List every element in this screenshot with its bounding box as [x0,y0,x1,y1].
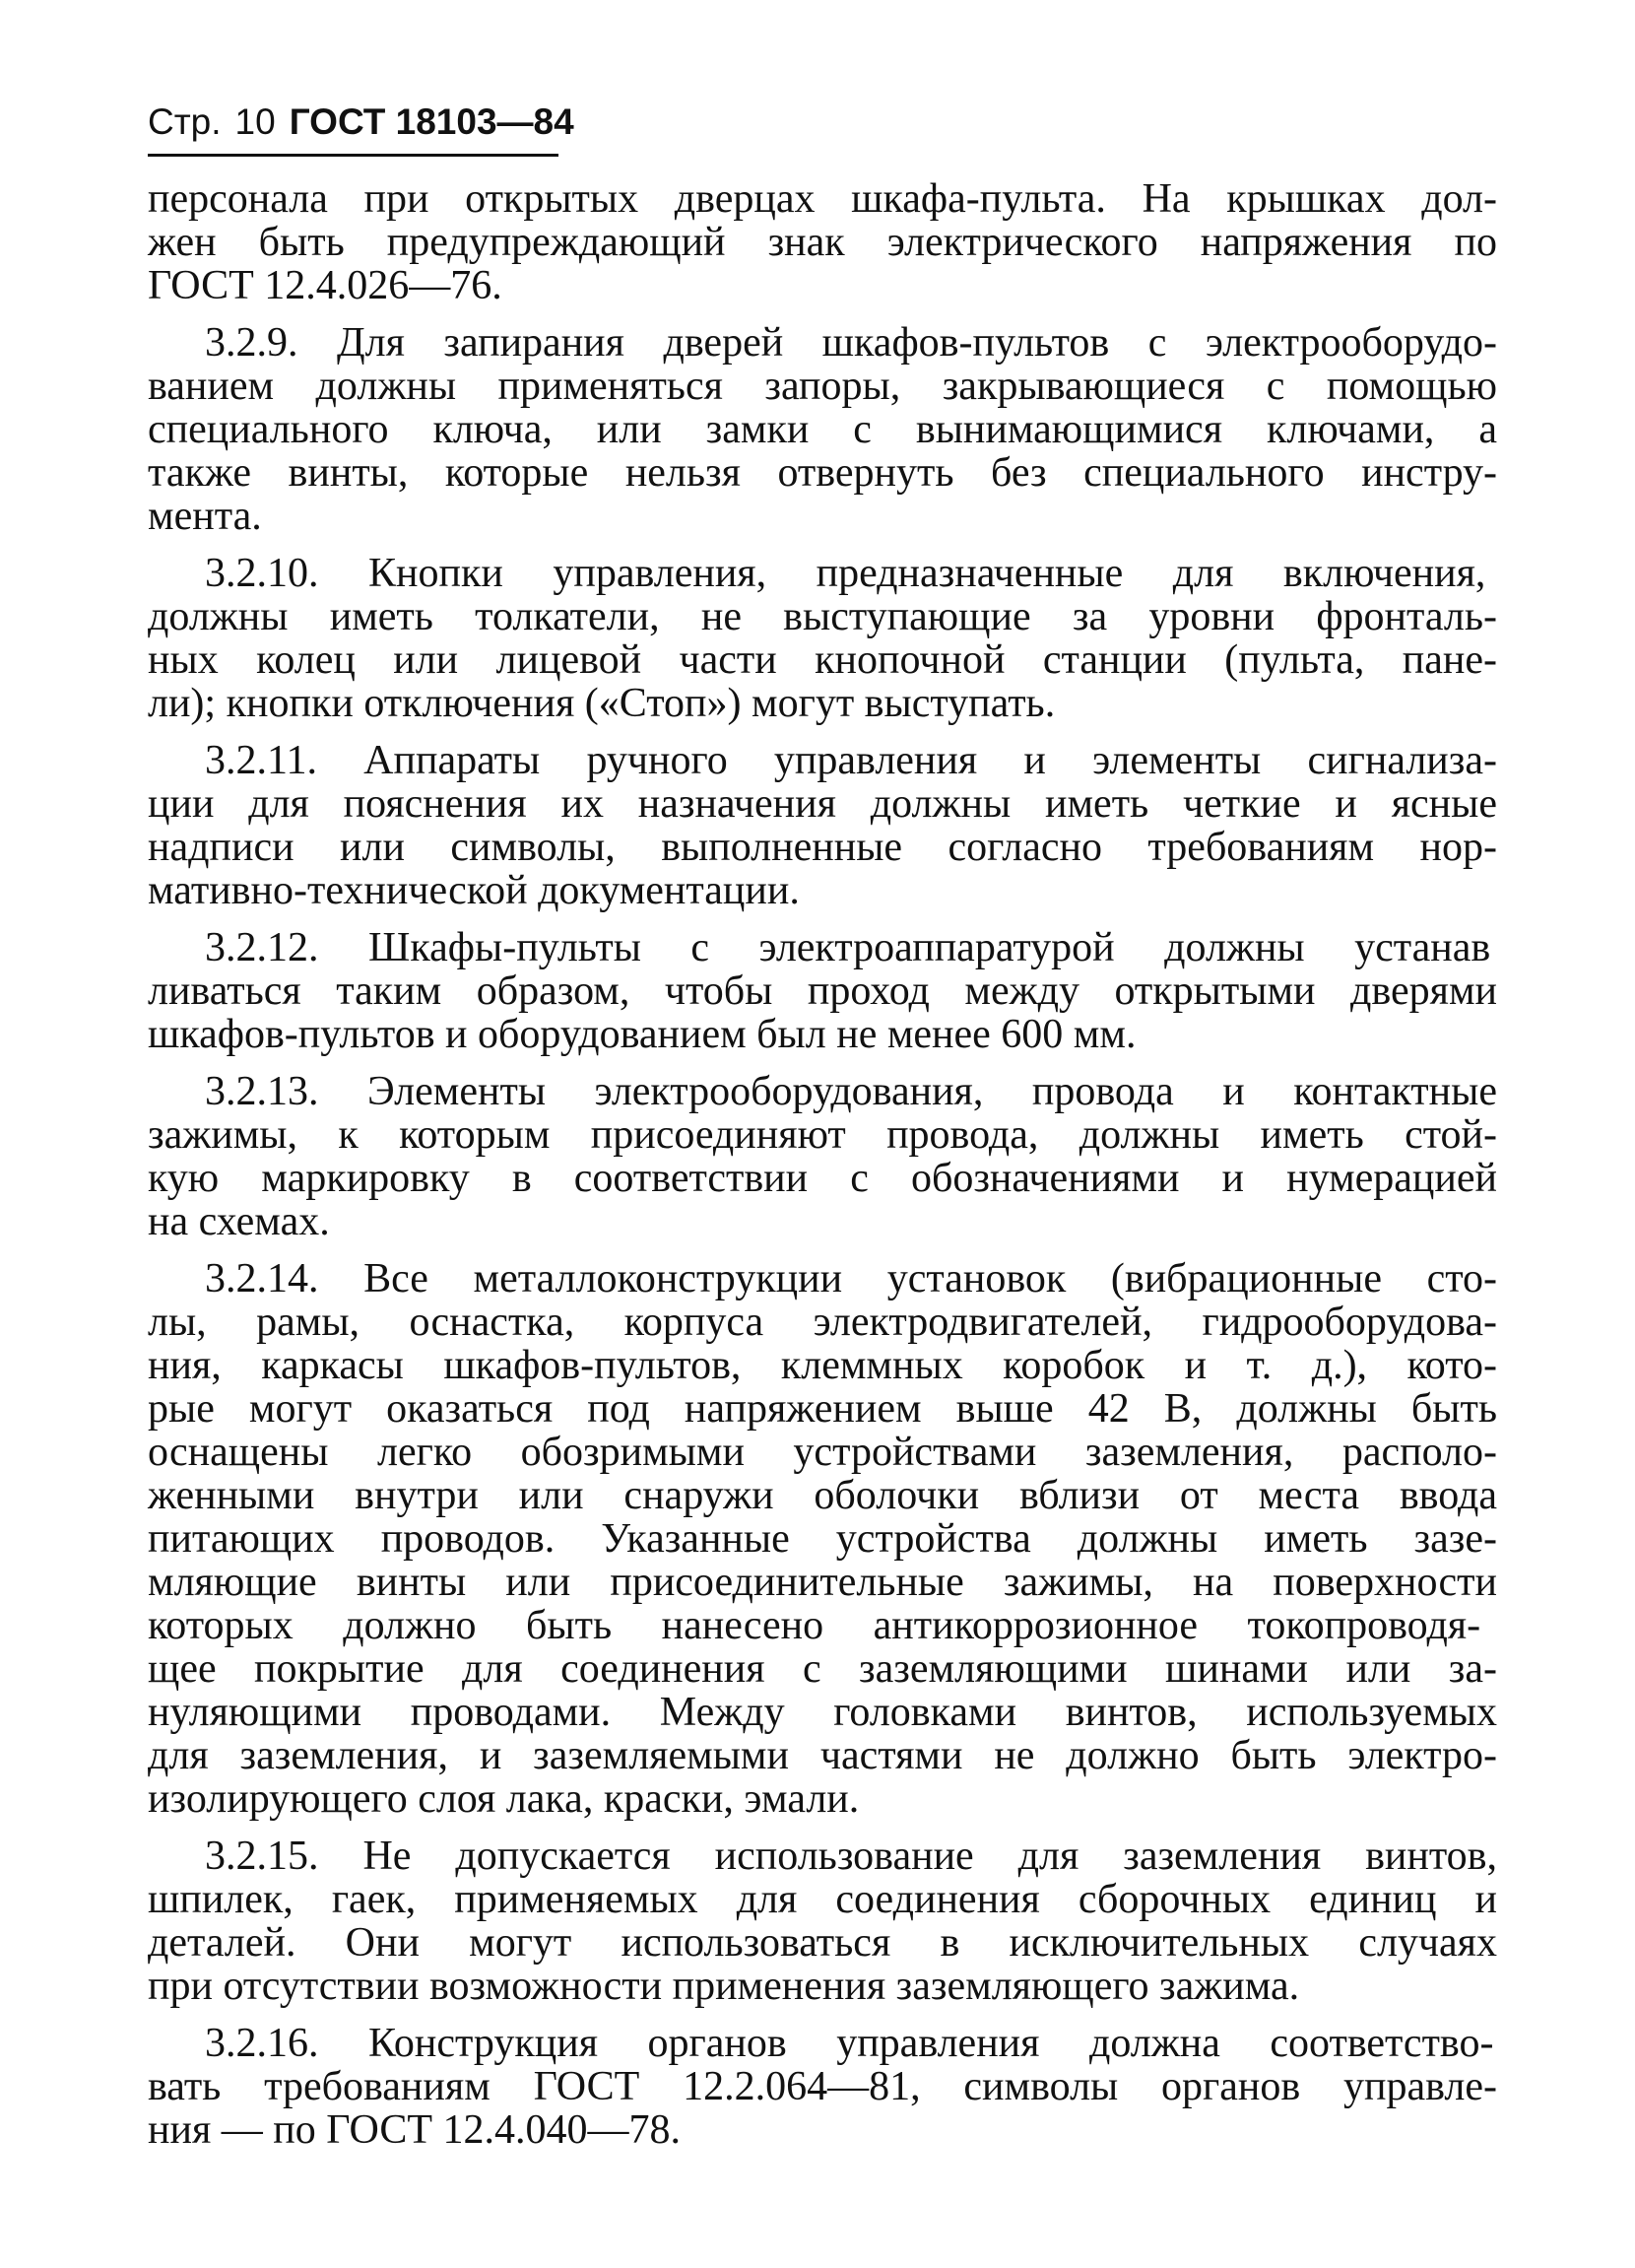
text-line: лы, рамы, оснастка, корпуса электродвигателей, гидрооборудова- [148,1300,1497,1345]
text-line: при отсутствии возможности применения заземляющего зажима. [148,1964,1300,2009]
text-line: жен быть предупреждающий знак электрического напряжения по [148,220,1497,265]
text-line: мляющие винты или присоединительные зажимы, на поверхности [148,1560,1497,1605]
text-line: зажимы, к которым присоединяют провода, должны иметь стой- [148,1112,1497,1158]
text-line: нуляющими проводами. Между головками винтов, используемых [148,1690,1497,1735]
text-line: специального ключа, или замки с вынимающимися ключами, а [148,407,1497,452]
text-line: 3.2.10. Кнопки управления, предназначенные для включения, [205,551,1486,596]
text-line: 3.2.11. Аппараты ручного управления и элементы сигнализа- [205,738,1497,783]
text-line: питающих проводов. Указанные устройства должны иметь зазе- [148,1516,1497,1562]
text-line: шкафов-пультов и оборудованием был не менее 600 мм. [148,1012,1137,1057]
page-number: 10 [234,101,276,142]
text-line: изолирующего слоя лака, краски, эмали. [148,1776,860,1822]
standard-designation: ГОСТ 18103—84 [289,101,574,142]
text-line: ГОСТ 12.4.026—76. [148,263,502,308]
text-line: оснащены легко обозримыми устройствами заземления, располо- [148,1430,1497,1475]
text-line: 3.2.12. Шкафы-пульты с электроаппаратурой должны устанав [205,925,1491,970]
paragraph-gap [148,1821,1497,1834]
text-line: 3.2.15. Не допускается использование для заземления винтов, [205,1834,1497,1879]
text-line: надписи или символы, выполненные согласно требованиям нор- [148,825,1497,870]
page-header [148,91,574,157]
text-line: 3.2.14. Все металлоконструкции установок (вибрационные сто- [205,1256,1497,1301]
paragraph-gap [148,912,1497,926]
text-line: кую маркировку в соответствии с обозначениями и нумерацией [148,1156,1497,1201]
text-line: также винты, которые нельзя отвернуть без специального инстру- [148,450,1497,496]
text-line: на схемах. [148,1199,330,1244]
text-line: ливаться таким образом, чтобы проход между открытыми дверями [148,968,1497,1014]
text-line: ванием должны применяться запоры, закрывающиеся с помощью [148,364,1497,409]
text-line: деталей. Они могут использоваться в исключительных случаях [148,1920,1497,1966]
text-line: мента. [148,494,262,539]
paragraph-gap [148,307,1497,321]
text-line: 3.2.13. Элементы электрооборудования, провода и контактные [205,1069,1497,1114]
text-line: ли); кнопки отключения («Стоп») могут выступать. [148,681,1056,726]
text-line: 3.2.16. Конструкция органов управления должна соответство- [205,2021,1494,2066]
text-line: ции для пояснения их назначения должны иметь четкие и ясные [148,781,1497,827]
page-label: Стр. [148,101,222,142]
text-line: 3.2.9. Для запирания дверей шкафов-пультов с электрооборудо- [205,320,1497,366]
text-line: должны иметь толкатели, не выступающие за уровни фронталь- [148,594,1497,639]
text-line: ния — по ГОСТ 12.4.040—78. [148,2107,681,2153]
text-line: женными внутри или снаружи оболочки вблизи от места ввода [148,1473,1497,1518]
text-line: рые могут оказаться под напряжением выше 42 В, должны быть [148,1386,1497,1432]
paragraph-gap [148,1243,1497,1257]
paragraph-gap [148,1056,1497,1070]
text-line: шпилек, гаек, применяемых для соединения сборочных единиц и [148,1877,1497,1922]
text-line: щее покрытие для соединения с заземляющими шинами или за- [148,1646,1497,1692]
text-line: которых должно быть нанесено антикоррозионное токопроводя- [148,1603,1481,1648]
text-line: ных колец или лицевой части кнопочной станции (пульта, пане- [148,637,1497,683]
text-line: для заземления, и заземляемыми частями не должно быть электро- [148,1733,1497,1778]
text-line: ния, каркасы шкафов-пультов, клеммных коробок и т. д.), кото- [148,1343,1497,1388]
text-line: вать требованиям ГОСТ 12.2.064—81, символы органов управле- [148,2064,1497,2109]
paragraph-gap [148,538,1497,552]
text-line: персонала при открытых дверцах шкафа-пульта. На крышках дол- [148,176,1497,222]
text-line: мативно-технической документации. [148,868,800,913]
paragraph-gap [148,725,1497,739]
paragraph-gap [148,2008,1497,2022]
body-text [148,177,1497,2152]
